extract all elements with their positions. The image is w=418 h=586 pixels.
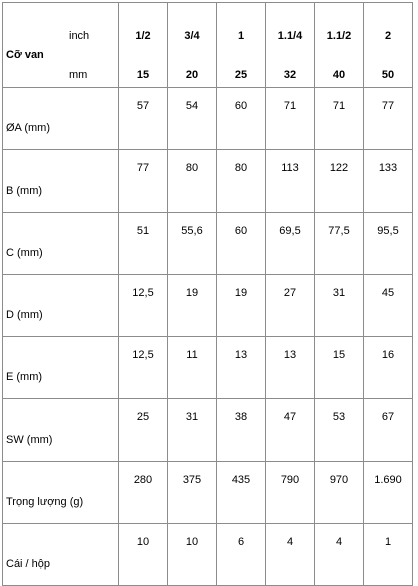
table-cell: 1 — [364, 524, 413, 586]
table-cell: 80 — [168, 150, 217, 212]
valve-spec-table-container — [2, 2, 413, 586]
size-inch: 3/4 — [184, 30, 200, 42]
table-cell: 25 — [119, 399, 168, 461]
table-cell: 1.690 — [364, 461, 413, 523]
table-row — [3, 150, 413, 212]
table-row — [3, 461, 413, 523]
table-cell: 16 — [364, 337, 413, 399]
table-row — [3, 399, 413, 461]
size-column-header — [217, 3, 266, 88]
table-row — [3, 88, 413, 150]
table-cell: 12,5 — [119, 337, 168, 399]
table-cell: 54 — [168, 88, 217, 150]
unit-mm-label: mm — [69, 69, 88, 81]
row-label: ØA (mm) — [3, 88, 119, 150]
size-column-header — [364, 3, 413, 88]
table-cell: 113 — [266, 150, 315, 212]
size-mm: 25 — [234, 69, 248, 81]
table-cell: 45 — [364, 274, 413, 336]
table-cell: 51 — [119, 212, 168, 274]
table-cell: 12,5 — [119, 274, 168, 336]
size-column-header — [168, 3, 217, 88]
size-mm: 50 — [381, 69, 395, 81]
row-label: B (mm) — [3, 150, 119, 212]
valve-size-label: Cỡ van — [6, 49, 44, 61]
table-cell: 47 — [266, 399, 315, 461]
table-cell: 71 — [266, 88, 315, 150]
table-cell: 77 — [364, 88, 413, 150]
table-cell: 69,5 — [266, 212, 315, 274]
table-cell: 10 — [119, 524, 168, 586]
table-cell: 31 — [315, 274, 364, 336]
row-label: Cái / hộp — [3, 524, 119, 586]
table-cell: 10 — [168, 524, 217, 586]
table-cell: 77 — [119, 150, 168, 212]
table-row — [3, 212, 413, 274]
size-column-header — [119, 3, 168, 88]
table-cell: 4 — [315, 524, 364, 586]
table-cell: 435 — [217, 461, 266, 523]
table-cell: 970 — [315, 461, 364, 523]
table-cell: 280 — [119, 461, 168, 523]
table-cell: 133 — [364, 150, 413, 212]
table-row — [3, 337, 413, 399]
valve-spec-table — [2, 2, 413, 586]
table-cell: 15 — [315, 337, 364, 399]
size-inch: 1/2 — [135, 30, 151, 42]
table-cell: 122 — [315, 150, 364, 212]
size-mm: 40 — [332, 69, 346, 81]
size-inch: 1.1/4 — [277, 30, 303, 42]
row-label: D (mm) — [3, 274, 119, 336]
table-cell: 6 — [217, 524, 266, 586]
table-cell: 95,5 — [364, 212, 413, 274]
table-cell: 790 — [266, 461, 315, 523]
table-cell: 38 — [217, 399, 266, 461]
table-cell: 4 — [266, 524, 315, 586]
row-label: C (mm) — [3, 212, 119, 274]
table-row — [3, 524, 413, 586]
table-cell: 57 — [119, 88, 168, 150]
size-mm: 32 — [283, 69, 297, 81]
table-cell: 60 — [217, 88, 266, 150]
row-label: Trọng lượng (g) — [3, 461, 119, 523]
table-cell: 19 — [217, 274, 266, 336]
table-cell: 13 — [217, 337, 266, 399]
table-cell: 19 — [168, 274, 217, 336]
size-column-header — [315, 3, 364, 88]
header-row — [3, 3, 413, 88]
table-cell: 80 — [217, 150, 266, 212]
row-label: SW (mm) — [3, 399, 119, 461]
table-cell: 27 — [266, 274, 315, 336]
table-cell: 71 — [315, 88, 364, 150]
table-cell: 77,5 — [315, 212, 364, 274]
size-inch: 2 — [384, 30, 392, 42]
table-cell: 31 — [168, 399, 217, 461]
table-cell: 13 — [266, 337, 315, 399]
table-cell: 53 — [315, 399, 364, 461]
table-cell: 375 — [168, 461, 217, 523]
unit-inch-label: inch — [69, 30, 90, 42]
table-cell: 60 — [217, 212, 266, 274]
row-label: E (mm) — [3, 337, 119, 399]
header-label-cell — [3, 3, 119, 88]
size-mm: 20 — [185, 69, 199, 81]
size-inch: 1 — [237, 30, 245, 42]
table-cell: 67 — [364, 399, 413, 461]
table-cell: 55,6 — [168, 212, 217, 274]
size-mm: 15 — [136, 69, 150, 81]
size-column-header — [266, 3, 315, 88]
table-row — [3, 274, 413, 336]
size-inch: 1.1/2 — [326, 30, 352, 42]
table-cell: 11 — [168, 337, 217, 399]
